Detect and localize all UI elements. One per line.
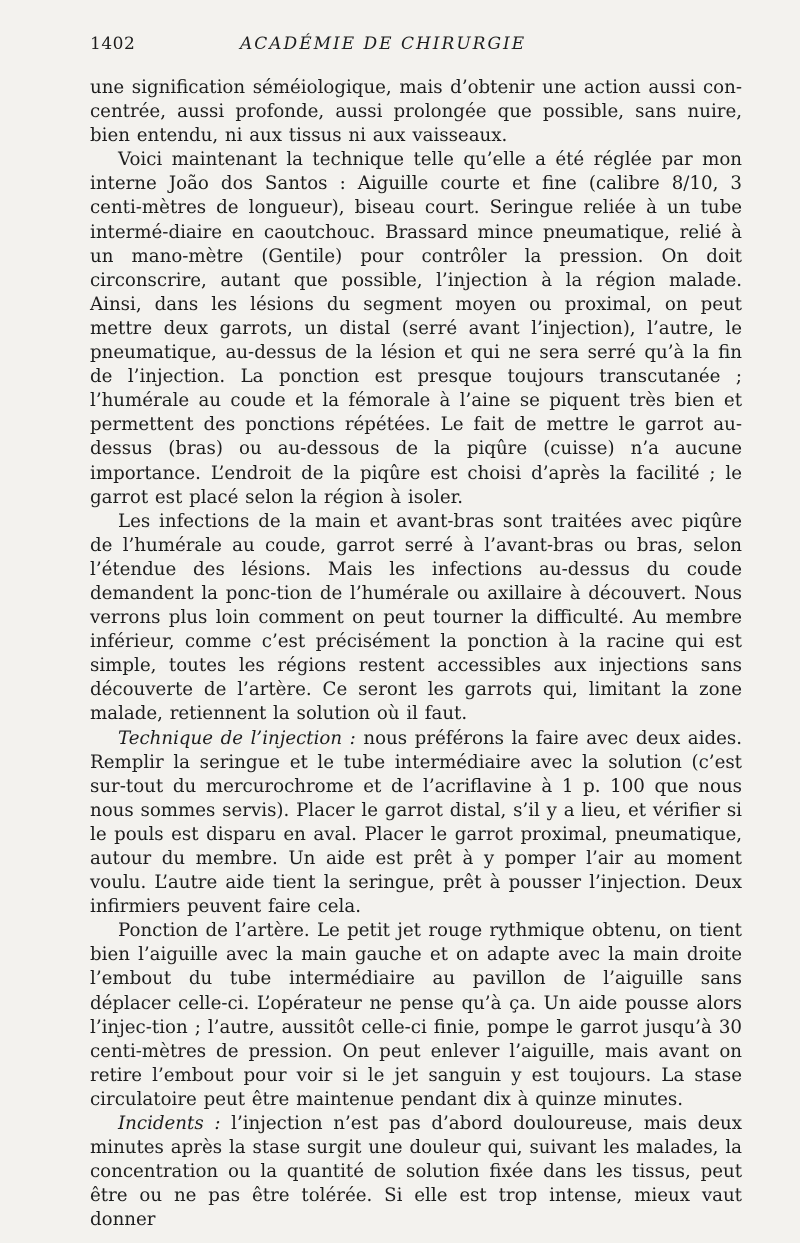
paragraph-2: [90, 148, 742, 509]
paragraph-3-text: Les infections de la main et avant-bras sont traitées avec piqûre de l’humérale au coude, garrot serré à l’avant-bras ou bras, selon l’étendue des lésions. Mais les infections au-dessus du coude demandent la ponc-tion de l’humérale ou axillaire à découvert. Nous verrons plus loin comment on peut tourner la difficulté. Au membre inférieur, comme c’est précisément la ponction à la racine qui est simple, toutes les régions restent accessibles aux injections sans découverte de l’artère. Ce seront les garrots qui, limitant la zone malade, retiennent la solution où il faut.: [90, 510, 742, 725]
running-title: ACADÉMIE DE CHIRURGIE: [240, 34, 527, 54]
paragraph-1: [90, 76, 742, 148]
paragraph-3: [90, 510, 742, 727]
paragraph-4-text: nous préférons la faire avec deux aides. Remplir la seringue et le tube intermédiaire avec la solution (c’est sur-tout du mercurochrome et de l’acriflavine à 1 p. 100 que nous nous sommes servis). Placer le garrot distal, s’il y a lieu, et vérifier si le pouls est disparu en aval. Placer le garrot proximal, pneumatique, autour du membre. Un aide est prêt à y pomper l’air au moment voulu. L’autre aide tient la seringue, prêt à pousser l’injection. Deux infirmiers peuvent faire cela.: [90, 727, 742, 918]
paragraph-5-text: Ponction de l’artère. Le petit jet rouge rythmique obtenu, on tient bien l’aiguille avec la main gauche et on adapte avec la main droite l’embout du tube intermédiaire au pavillon de l’aiguille sans déplacer celle-ci. L’opérateur ne pense qu’à ça. Un aide pousse alors l’injec-tion ; l’autre, aussitôt celle-ci finie, pompe le garrot jusqu’à 30 centi-mètres de pression. On peut enlever l’aiguille, mais avant on retire l’embout pour voir si le jet sanguin y est toujours. La stase circulatoire peut être maintenue pendant dix à quinze minutes.: [90, 920, 742, 1110]
page-header: [90, 34, 742, 64]
paragraph-1-text: une signification séméiologique, mais d’obtenir une action aussi con-centrée, aussi profonde, aussi prolongée que possible, sans nuire, bien entendu, ni aux tissus ni aux vaisseaux.: [90, 77, 742, 147]
paragraph-2-text: Voici maintenant la technique telle qu’elle a été réglée par mon interne João dos Santos : Aiguille courte et fine (calibre 8/10, 3 centi-mètres de longueur), biseau court. Seringue reliée à un tube intermé-diaire en caoutchouc. Brassard mince pneumatique, relié à un mano-mètre (Gentile) pour contrôler la pression. On doit circonscrire, autant que possible, l’injection à la région malade. Ainsi, dans les lésions du segment moyen ou proximal, on peut mettre deux garrots, un distal (serré avant l’injection), l’autre, le pneumatique, au-dessus de la lésion et qui ne sera serré qu’à la fin de l’injection. La ponction est presque toujours transcutanée ; l’humérale au coude et la fémorale à l’aine se piquent très bien et permettent des ponctions répétées. Le fait de mettre le garrot au-dessus (bras) ou au-dessous de la piqûre (cuisse) n’a aucune importance. L’endroit de la piqûre est choisi d’après la facilité ; le garrot est placé selon la région à isoler.: [90, 149, 742, 508]
paragraph-4-heading: Technique de l’injection :: [118, 727, 356, 749]
paragraph-6: [90, 1112, 742, 1232]
paragraph-5: [90, 919, 742, 1112]
body-text: [90, 76, 742, 1233]
paragraph-6-text: l’injection n’est pas d’abord douloureuse, mais deux minutes après la stase surgit une douleur qui, suivant les malades, la concentration ou la quantité de solution fixée dans les tissus, peut être ou ne pas être tolérée. Si elle est trop intense, mieux vaut donner: [90, 1113, 743, 1231]
paragraph-6-heading: Incidents :: [118, 1113, 221, 1135]
paragraph-4: [90, 727, 742, 920]
page-number: 1402: [90, 34, 136, 54]
